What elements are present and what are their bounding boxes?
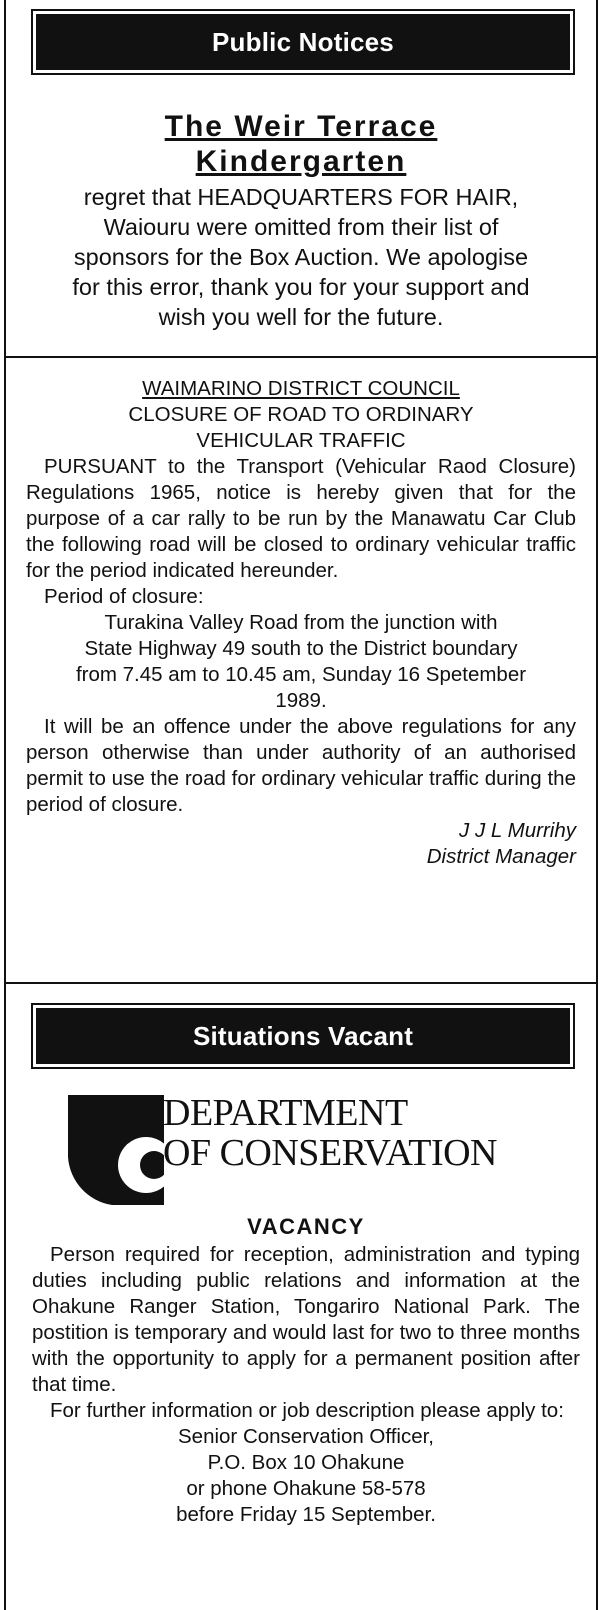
address-line: or phone Ohakune 58-578 xyxy=(186,1477,426,1500)
kindergarten-body-line: for this error, thank you for your support and xyxy=(72,274,530,300)
council-paragraph-2: It will be an offence under the above regulations for any person otherwise than under authority of an authorised permit to use the road for ordinary vehicular traffic during the period of closure. xyxy=(26,715,576,816)
signatory-name: J J L Murrihy xyxy=(459,819,576,842)
department-of-conservation-wordmark xyxy=(163,1093,497,1173)
period-line: State Highway 49 south to the District boundary xyxy=(84,637,518,660)
council-paragraph-1: PURSUANT to the Transport (Vehicular Raod Closure) Regulations 1965, notice is hereby given that for the purpose of a car rally to be run by the Manawatu Car Club the following road will be closed to ordinary vehicular traffic for the period indicated hereunder. xyxy=(26,455,576,582)
vacancy-title: VACANCY xyxy=(247,1214,365,1239)
kindergarten-body-line: wish you well for the future. xyxy=(158,304,444,330)
signatory-title: District Manager xyxy=(426,845,576,868)
address-line: Senior Conservation Officer, xyxy=(178,1425,434,1448)
public-notices-banner-label: Public Notices xyxy=(212,26,394,57)
wordmark-line2: OF CONSERVATION xyxy=(163,1132,497,1174)
kindergarten-notice-body xyxy=(22,182,580,332)
period-label: Period of closure: xyxy=(44,585,204,608)
council-heading: WAIMARINO DISTRICT COUNCIL xyxy=(142,377,460,400)
period-line: Turakina Valley Road from the junction with xyxy=(104,611,498,634)
vacancy-notice xyxy=(32,1214,580,1528)
situations-vacant-banner-label: Situations Vacant xyxy=(192,1020,414,1051)
council-subheading-line2: VEHICULAR TRAFFIC xyxy=(196,429,406,452)
newspaper-column xyxy=(4,0,598,1610)
vacancy-paragraph-2: For further information or job description please apply to: xyxy=(50,1399,564,1422)
period-line: from 7.45 am to 10.45 am, Sunday 16 Spetember xyxy=(75,663,527,686)
section-divider xyxy=(6,356,596,358)
period-line: 1989. xyxy=(275,689,327,712)
situations-vacant-banner xyxy=(36,1008,570,1064)
kindergarten-title-line1: The Weir Terrace xyxy=(164,110,438,143)
kindergarten-body-line: Waiouru were omitted from their list of xyxy=(103,214,499,240)
address-line: P.O. Box 10 Ohakune xyxy=(207,1451,405,1474)
kindergarten-body-line: sponsors for the Box Auction. We apologise xyxy=(73,244,529,270)
council-subheading-line1: CLOSURE OF ROAD TO ORDINARY xyxy=(128,403,474,426)
kindergarten-body-line: regret that HEADQUARTERS FOR HAIR, xyxy=(83,184,519,210)
department-of-conservation-logo-icon xyxy=(68,1095,164,1205)
wordmark-line1: DEPARTMENT xyxy=(163,1092,408,1134)
council-notice xyxy=(26,376,576,870)
address-line: before Friday 15 September. xyxy=(176,1503,436,1526)
section-divider xyxy=(6,982,596,984)
kindergarten-title-line2: Kindergarten xyxy=(195,145,407,178)
public-notices-banner xyxy=(36,14,570,70)
vacancy-paragraph-1: Person required for reception, administration and typing duties including public relations and information at the Ohakune Ranger Station, Tongariro National Park. The postition is temporary and would last for two to three months with the opportunity to apply for a permanent position after that time. xyxy=(32,1243,580,1396)
